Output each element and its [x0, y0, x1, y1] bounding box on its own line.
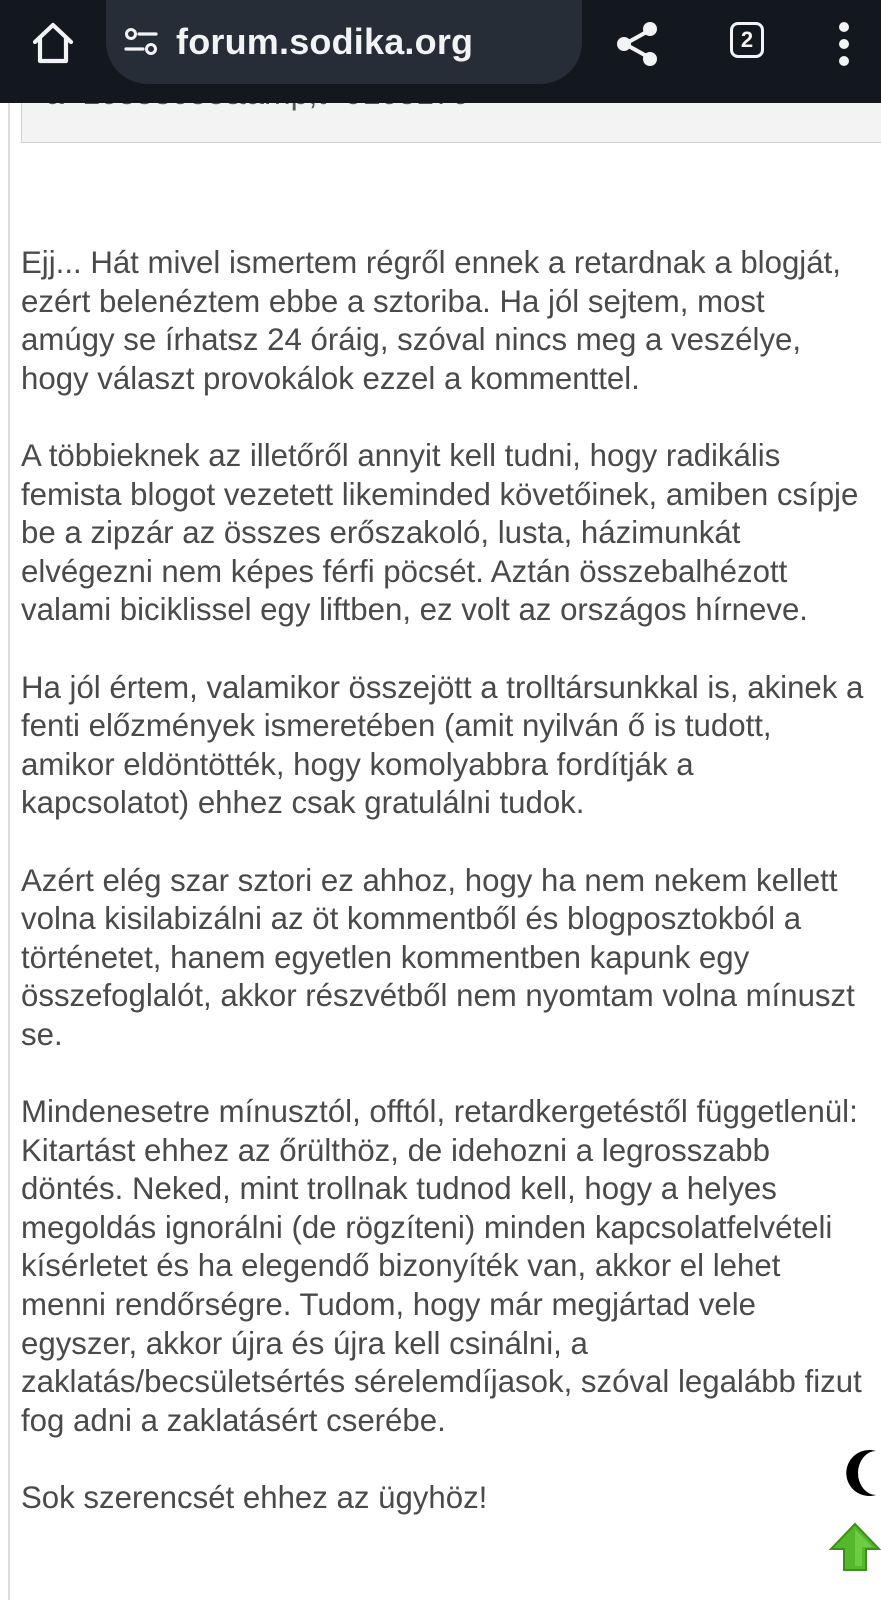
- home-icon[interactable]: [30, 20, 76, 66]
- post-paragraph: Azért elég szar sztori ez ahhoz, hogy ha nem nekem kellett volna kisilabizálni az öt kommentből és blogposztokból a történetet, hanem egyetlen kommentben kapunk egy összefoglalót, akkor részvétből nem nyomtam volna mínuszt se.: [21, 862, 855, 1052]
- post-body: [21, 244, 866, 1556]
- address-bar[interactable]: [106, 0, 582, 84]
- post-paragraph: Mindenesetre mínusztól, offtól, retardkergetéstől függetlenül: Kitartást ehhez az őrülthöz, de idehozni a legrosszabb döntés. Neked, mint trollnak tudnod kell, hogy a helyes megoldás ignorálni (de rögzíteni) minden kapcsolatfelvételi kísérletet és ha elegendő bizonyíték van, akkor el lehet menni rendőrségre. Tudom, hogy már megjártad vele egyszer, akkor újra és újra kell csinálni, a zaklatás/becsületsértés sérelemdíjasok, szóval legalább fizut fog adni a zaklatásért cserébe.: [21, 1094, 862, 1438]
- url-text[interactable]: forum.sodika.org: [176, 21, 474, 62]
- share-icon[interactable]: [615, 20, 661, 68]
- tab-count: 2: [740, 27, 754, 52]
- arrow-up-icon[interactable]: [828, 1521, 881, 1571]
- post-paragraph: Ejj... Hát mivel ismertem régről ennek a retardnak a blogját, ezért belenéztem ebbe a sztoriba. Ha jól sejtem, most amúgy se írhatsz 24 óráig, szóval nincs meg a veszélye, hogy választ provokálok ezzel a kommenttel.: [21, 245, 841, 396]
- post-paragraph: Ha jól értem, valamikor összejött a trolltársunkkal is, akinek a fenti előzmények ismeretében (amit nyilván ő is tudott, amikor eldöntötték, hogy komolyabbra fordítják a kapcsolatot) ehhez csak gratulálni tudok.: [21, 669, 864, 821]
- browser-toolbar: [0, 0, 881, 103]
- tabs-icon[interactable]: [730, 22, 764, 58]
- post-paragraph: A többieknek az illetőről annyit kell tudni, hogy radikális femista blogot vezetett likeminded követőinek, amiben csípje be a zipzár az összes erőszakoló, lusta, házimunkát elvégezni nem képes férfi pöcsét. Aztán összebalhézott valami biciklissel egy liftben, ez volt az országos hírneve.: [21, 437, 859, 628]
- more-vert-icon[interactable]: [836, 18, 852, 70]
- moon-icon[interactable]: [826, 1447, 881, 1499]
- post-paragraph: Sok szerencsét ehhez az ügyhöz!: [21, 1480, 488, 1515]
- tune-icon[interactable]: [124, 26, 158, 58]
- content-left-border: [8, 103, 10, 1600]
